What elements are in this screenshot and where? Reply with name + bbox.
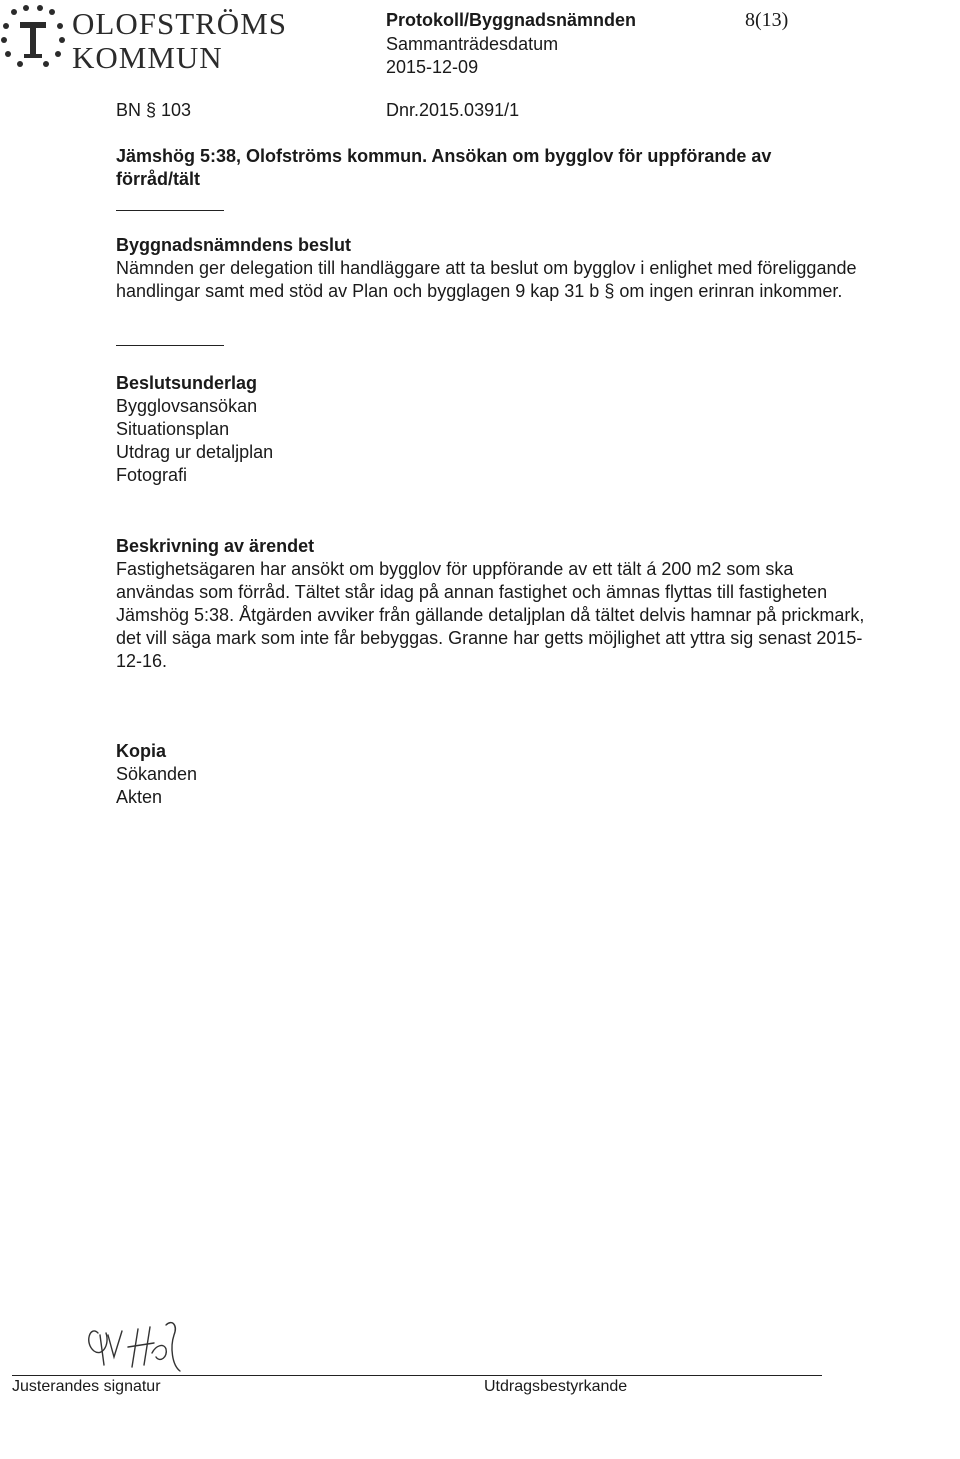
decision-section bbox=[116, 234, 876, 303]
page-number: 8(13) bbox=[745, 9, 789, 31]
paragraph-number: BN § 103 bbox=[116, 100, 192, 120]
basis-item: Fotografi bbox=[116, 465, 188, 485]
copy-heading: Kopia bbox=[116, 741, 167, 761]
description-text: Fastighetsägaren har ansökt om bygglov för uppförande av ett tält á 200 m2 som ska användas som förråd. Tältet står idag på annan fastighet och ämnas flyttas till fastigheten Jämshög 5:38. Åtgärden avviker från gällande detaljplan då tältet delvis hamnar på prickmark, det vill säga mark som inte får bebyggas. Granne har getts möjlighet att yttra sig senast 2015-12-16. bbox=[116, 559, 865, 671]
divider bbox=[116, 345, 224, 346]
logo-line1: OLOFSTRÖMS bbox=[72, 6, 287, 41]
case-title: Jämshög 5:38, Olofströms kommun. Ansökan om bygglov för uppförande av förråd/tält bbox=[116, 146, 772, 189]
meeting-date: 2015-12-09 bbox=[386, 57, 479, 77]
signature-label: Justerandes signatur bbox=[12, 1378, 161, 1395]
signature-line bbox=[12, 1375, 822, 1376]
logo-line2: KOMMUN bbox=[72, 40, 223, 75]
basis-item: Utdrag ur detaljplan bbox=[116, 442, 274, 462]
basis-item: Situationsplan bbox=[116, 419, 230, 439]
handwritten-signature bbox=[80, 1305, 190, 1377]
description-section bbox=[116, 535, 866, 673]
description-heading: Beskrivning av ärendet bbox=[116, 536, 315, 556]
divider bbox=[116, 210, 224, 211]
copy-section bbox=[116, 740, 876, 809]
protocol-title: Protokoll/Byggnadsnämnden bbox=[386, 10, 637, 30]
basis-item: Bygglovsansökan bbox=[116, 396, 258, 416]
diary-number: Dnr.2015.0391/1 bbox=[386, 100, 520, 120]
certification-label: Utdragsbestyrkande bbox=[484, 1378, 628, 1395]
basis-heading: Beslutsunderlag bbox=[116, 373, 258, 393]
copy-recipient: Sökanden bbox=[116, 764, 198, 784]
crest-icon bbox=[0, 2, 70, 72]
decision-heading: Byggnadsnämndens beslut bbox=[116, 235, 352, 255]
decision-text: Nämnden ger delegation till handläggare att ta beslut om bygglov i enlighet med föreliggande handlingar samt med stöd av Plan och bygglagen 9 kap 31 b § om ingen erinran inkommer. bbox=[116, 258, 857, 301]
meeting-date-label: Sammanträdesdatum bbox=[386, 34, 559, 54]
municipality-logo bbox=[0, 2, 300, 75]
basis-section bbox=[116, 372, 876, 487]
copy-recipient: Akten bbox=[116, 787, 163, 807]
